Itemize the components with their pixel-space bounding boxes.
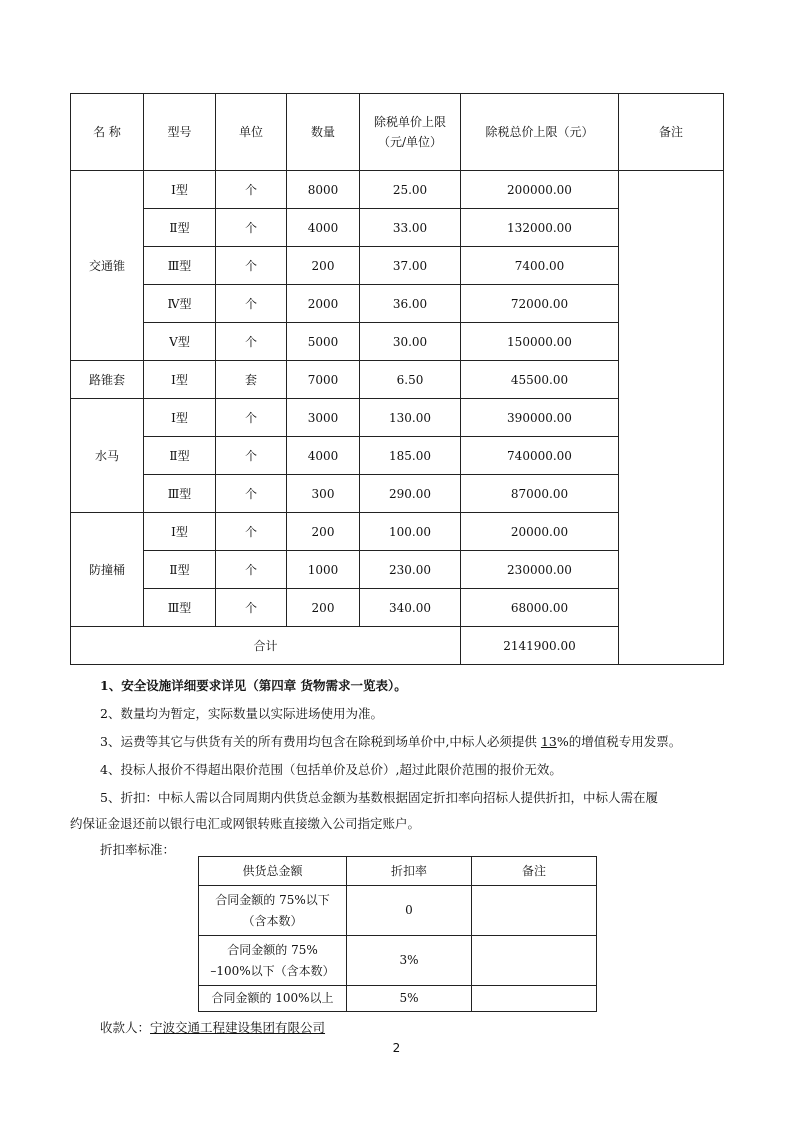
rate-amount: 合同金额的 100%以上 — [199, 986, 347, 1012]
rate-amount-line1: 合同金额的 75% — [227, 942, 318, 957]
cell-quantity: 8000 — [287, 171, 360, 209]
rate-amount-line2: （含本数） — [242, 913, 303, 928]
cell-total-price: 45500.00 — [461, 361, 619, 399]
header-model: 型号 — [144, 94, 216, 171]
cell-unit: 个 — [216, 475, 287, 513]
remark-cell — [619, 171, 724, 665]
cell-unit: 个 — [216, 171, 287, 209]
cell-unit: 个 — [216, 209, 287, 247]
cell-model: Ⅰ型 — [144, 399, 216, 437]
cell-total-price: 230000.00 — [461, 551, 619, 589]
cell-unit-price: 33.00 — [360, 209, 461, 247]
cell-quantity: 4000 — [287, 437, 360, 475]
rate-remark — [472, 936, 597, 986]
cell-model: Ⅲ型 — [144, 247, 216, 285]
rate-amount-line2: –100%以下（含本数） — [210, 963, 335, 978]
cell-unit: 个 — [216, 589, 287, 627]
cell-quantity: 2000 — [287, 285, 360, 323]
cell-total-price: 390000.00 — [461, 399, 619, 437]
cell-model: Ⅰ型 — [144, 513, 216, 551]
cell-model: Ⅱ型 — [144, 209, 216, 247]
cell-unit: 个 — [216, 285, 287, 323]
cell-unit-price: 340.00 — [360, 589, 461, 627]
cell-unit: 套 — [216, 361, 287, 399]
note-3 — [70, 732, 681, 750]
cell-unit-price: 36.00 — [360, 285, 461, 323]
cell-quantity: 7000 — [287, 361, 360, 399]
cell-total-price: 740000.00 — [461, 437, 619, 475]
cell-quantity: 5000 — [287, 323, 360, 361]
cell-total-price: 87000.00 — [461, 475, 619, 513]
cell-total-price: 68000.00 — [461, 589, 619, 627]
page-number: 2 — [392, 1041, 401, 1055]
discount-rate-label: 折扣率标准： — [100, 842, 176, 857]
cell-quantity: 1000 — [287, 551, 360, 589]
group-name: 防撞桶 — [71, 513, 144, 627]
total-value: 2141900.00 — [461, 627, 619, 665]
header-remark: 备注 — [619, 94, 724, 171]
cell-unit: 个 — [216, 437, 287, 475]
discount-rate-table — [198, 856, 597, 1012]
rate-amount-line1: 合同金额的 75%以下 — [215, 892, 330, 907]
rate-value: 3% — [347, 936, 472, 986]
rate-value: 0 — [347, 886, 472, 936]
header-unit: 单位 — [216, 94, 287, 171]
header-total-price: 除税总价上限（元） — [461, 94, 619, 171]
cell-model: Ⅲ型 — [144, 475, 216, 513]
cell-total-price: 72000.00 — [461, 285, 619, 323]
cell-model: Ⅳ型 — [144, 285, 216, 323]
note-1: 1、安全设施详细要求详见（第四章 货物需求一览表）。 — [100, 678, 407, 693]
cell-model: Ⅰ型 — [144, 171, 216, 209]
cell-unit-price: 30.00 — [360, 323, 461, 361]
cell-total-price: 200000.00 — [461, 171, 619, 209]
cell-unit-price: 25.00 — [360, 171, 461, 209]
cell-unit-price: 185.00 — [360, 437, 461, 475]
header-unit-price — [360, 94, 461, 171]
payee-label: 收款人： — [100, 1020, 151, 1035]
cell-unit-price: 100.00 — [360, 513, 461, 551]
cell-quantity: 300 — [287, 475, 360, 513]
note-3-text: 3、运费等其它与供货有关的所有费用均包含在除税到场单价中,中标人必须提供 — [100, 734, 541, 749]
group-name: 水马 — [71, 399, 144, 513]
payee-line — [70, 1018, 325, 1036]
cell-unit-price: 6.50 — [360, 361, 461, 399]
cell-quantity: 4000 — [287, 209, 360, 247]
rate-row — [199, 936, 597, 986]
cell-unit-price: 230.00 — [360, 551, 461, 589]
rate-row — [199, 986, 597, 1012]
cell-total-price: 20000.00 — [461, 513, 619, 551]
cell-model: Ⅰ型 — [144, 361, 216, 399]
header-supply-amount: 供货总金额 — [199, 857, 347, 886]
cell-total-price: 132000.00 — [461, 209, 619, 247]
note-3-tail: %的增值税专用发票。 — [556, 734, 682, 749]
rate-row — [199, 886, 597, 936]
note-4: 4、投标人报价不得超出限价范围（包括单价及总价）,超过此限价范围的报价无效。 — [100, 762, 562, 777]
cell-unit: 个 — [216, 513, 287, 551]
header-discount-rate: 折扣率 — [347, 857, 472, 886]
header-unit-price-line1: 除税单价上限 — [373, 115, 446, 129]
rate-remark — [472, 886, 597, 936]
header-unit-price-line2: （元/单位） — [377, 135, 443, 149]
cell-unit: 个 — [216, 399, 287, 437]
rate-header-row — [199, 857, 597, 886]
cell-model: Ⅲ型 — [144, 589, 216, 627]
table-row — [71, 171, 724, 209]
price-limit-table — [70, 93, 724, 665]
payee-name: 宁波交通工程建设集团有限公司 — [150, 1020, 326, 1035]
cell-model: Ⅱ型 — [144, 551, 216, 589]
header-rate-remark: 备注 — [472, 857, 597, 886]
cell-quantity: 200 — [287, 247, 360, 285]
cell-quantity: 200 — [287, 589, 360, 627]
cell-quantity: 3000 — [287, 399, 360, 437]
group-name: 交通锥 — [71, 171, 144, 361]
header-quantity: 数量 — [287, 94, 360, 171]
cell-quantity: 200 — [287, 513, 360, 551]
cell-model: Ⅴ型 — [144, 323, 216, 361]
total-label: 合计 — [71, 627, 461, 665]
cell-model: Ⅱ型 — [144, 437, 216, 475]
rate-amount — [199, 936, 347, 986]
note-5-line2: 约保证金退还前以银行电汇或网银转账直接缴入公司指定账户。 — [70, 816, 421, 831]
cell-total-price: 150000.00 — [461, 323, 619, 361]
cell-unit: 个 — [216, 323, 287, 361]
table-header-row — [71, 94, 724, 171]
note-5-line1: 5、折扣：中标人需以合同周期内供货总金额为基数根据固定折扣率向招标人提供折扣，中标人需在履 — [100, 790, 658, 805]
cell-unit-price: 290.00 — [360, 475, 461, 513]
rate-amount — [199, 886, 347, 936]
cell-unit: 个 — [216, 247, 287, 285]
cell-total-price: 7400.00 — [461, 247, 619, 285]
rate-remark — [472, 986, 597, 1012]
header-name: 名 称 — [71, 94, 144, 171]
note-2: 2、数量均为暂定，实际数量以实际进场使用为准。 — [100, 706, 383, 721]
rate-value: 5% — [347, 986, 472, 1012]
cell-unit-price: 130.00 — [360, 399, 461, 437]
cell-unit-price: 37.00 — [360, 247, 461, 285]
vat-rate: 13 — [540, 734, 557, 749]
group-name: 路锥套 — [71, 361, 144, 399]
cell-unit: 个 — [216, 551, 287, 589]
